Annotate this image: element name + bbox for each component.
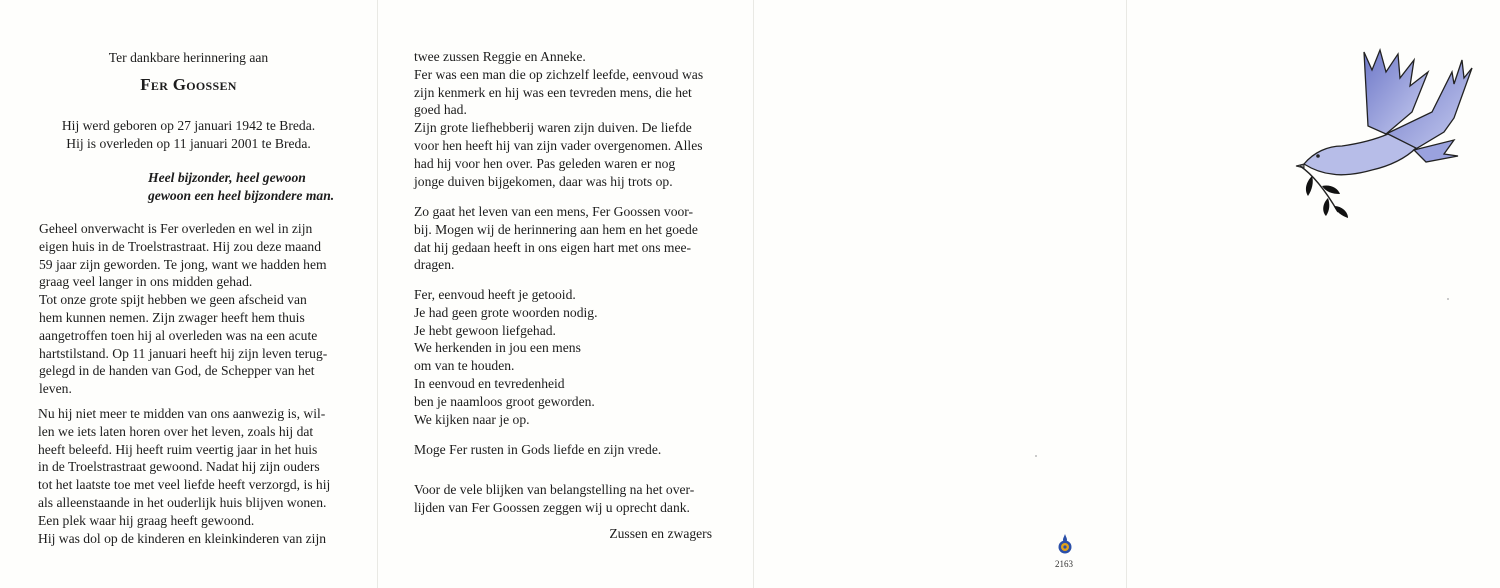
dove-with-olive-branch-icon — [1294, 42, 1476, 222]
text-line: Hij was dol op de kinderen en kleinkinderen van zijn — [38, 530, 327, 546]
text-line: zijn kenmerk en hij was een tevreden mens, die het — [414, 84, 692, 100]
text-line: jonge duiven bijgekomen, daar was hij trots op. — [414, 173, 673, 189]
text-line: eigen huis in de Troelstrastraat. Hij zou deze maand — [39, 238, 321, 254]
text-line: voor hen heeft hij van zijn vader overgenomen. Alles — [414, 137, 703, 153]
panel-middle-right — [753, 0, 1126, 588]
poem-line: Fer, eenvoud heeft je getooid. — [414, 287, 576, 302]
text-line: len we iets laten horen over het leven, zoals hij dat — [38, 423, 314, 439]
paper-speck — [1447, 298, 1449, 300]
signature: Zussen en zwagers — [609, 526, 712, 541]
poem-line: ben je naamloos groot geworden. — [414, 393, 595, 409]
intro-text: Ter dankbare herinnering aan — [108, 50, 269, 65]
poem-line: Je hebt gewoon liefgehad. — [414, 322, 556, 338]
card-number: 2163 — [1055, 559, 1073, 569]
text-line: aangetroffen toen hij al overleden was na een acute — [39, 327, 318, 343]
text-line: hartstilstand. Op 11 januari heeft hij zijn leven terug- — [39, 345, 328, 361]
poem — [414, 286, 714, 428]
text-line: Een plek waar hij graag heeft gewoond. — [38, 512, 255, 528]
text-line: bij. Mogen wij de herinnering aan hem en het goede — [414, 221, 698, 237]
flame-logo-icon — [1054, 533, 1076, 555]
text-line: tot het laatste toe met veel liefde heeft verzorgd, is hij — [38, 477, 331, 493]
birth-line: Hij werd geboren op 27 januari 1942 te Breda. — [61, 118, 316, 133]
text-line: leven. — [39, 381, 72, 397]
rest-line: Moge Fer rusten in Gods liefde en zijn vrede. — [414, 442, 662, 457]
fold-line — [753, 0, 754, 588]
quote-block — [148, 169, 358, 205]
poem-line: Je had geen grote woorden nodig. — [414, 304, 598, 320]
text-line: twee zussen Reggie en Anneke. — [414, 49, 586, 64]
text-line: Geheel onverwacht is Fer overleden en wel in zijn — [39, 221, 313, 236]
text-line: Zijn grote liefhebberij waren zijn duiven. De liefde — [414, 120, 692, 136]
text-line: Fer was een man die op zichzelf leefde, eenvoud was — [414, 66, 704, 82]
paper-speck — [1035, 455, 1037, 457]
poem-line: We herkenden in jou een mens — [414, 340, 581, 356]
text-line: gelegd in de handen van God, de Schepper van het — [39, 363, 315, 379]
fold-line — [1126, 0, 1127, 588]
deceased-name: Fer Goossen — [140, 75, 237, 94]
text-line: graag veel langer in ons midden gehad. — [39, 274, 253, 290]
paragraph-3 — [414, 48, 714, 190]
poem-line: In eenvoud en tevredenheid — [414, 375, 565, 391]
panel-left — [0, 0, 377, 588]
fold-line — [377, 0, 378, 588]
quote-line: gewoon een heel bijzondere man. — [148, 187, 335, 203]
paragraph-1 — [39, 220, 341, 398]
text-line: heeft beleefd. Hij heeft ruim veertig jaar in het huis — [38, 441, 318, 457]
paragraph-2 — [38, 405, 339, 547]
text-line: dragen. — [414, 257, 455, 273]
death-line: Hij is overleden op 11 januari 2001 te Breda. — [66, 135, 311, 151]
dates-block — [0, 117, 377, 153]
text-line: hem kunnen nemen. Zijn zwager heeft hem thuis — [39, 309, 305, 325]
poem-line: We kijken naar je op. — [414, 411, 530, 427]
text-line: dat hij gedaan heeft in ons eigen hart met ons mee- — [414, 239, 692, 255]
text-line: Tot onze grote spijt hebben we geen afscheid van — [39, 292, 307, 308]
paragraph-4 — [414, 203, 714, 274]
text-line: goed had. — [414, 102, 467, 118]
text-line: had hij voor hen over. Pas geleden waren er nog — [414, 155, 676, 171]
text-line: lijden van Fer Goossen zeggen wij u oprecht dank. — [414, 499, 690, 515]
text-line: Zo gaat het leven van een mens, Fer Goossen voor- — [414, 204, 694, 219]
quote-line: Heel bijzonder, heel gewoon — [148, 170, 306, 185]
text-line: 59 jaar zijn geworden. Te jong, want we hadden hem — [39, 256, 327, 272]
text-line: in de Troelstrastraat gewoond. Nadat hij zijn ouders — [38, 459, 320, 475]
text-line: Voor de vele blijken van belangstelling na het over- — [414, 482, 695, 497]
poem-line: om van te houden. — [414, 358, 515, 374]
panel-middle-left — [377, 0, 753, 588]
thanks-block — [414, 481, 714, 517]
text-line: Nu hij niet meer te midden van ons aanwezig is, wil- — [38, 406, 326, 421]
text-line: als alleenstaande in het ouderlijk huis blijven wonen. — [38, 494, 327, 510]
